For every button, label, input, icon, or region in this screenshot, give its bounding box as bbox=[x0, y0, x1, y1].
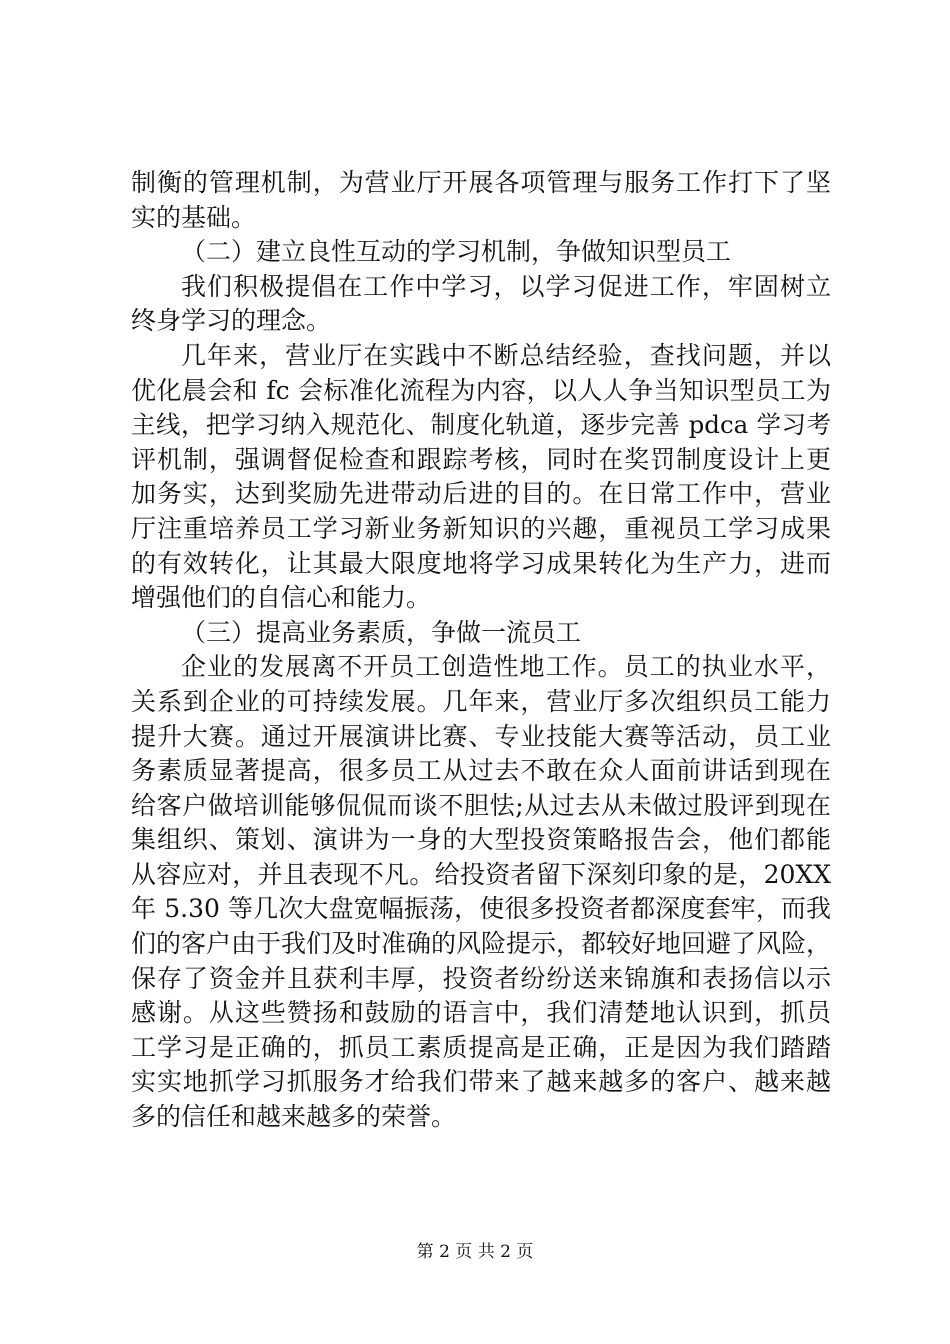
text-line: 主线，把学习纳入规范化、制度化轨道，逐步完善 pdca 学习考 bbox=[131, 410, 831, 440]
text-line: 我们积极提倡在工作中学习，以学习促进工作，牢固树立 bbox=[181, 271, 831, 301]
text-line: 企业的发展离不开员工创造性地工作。员工的执业水平， bbox=[181, 652, 831, 682]
text-line: 实的基础。 bbox=[131, 202, 257, 232]
text-line: 们的客户由于我们及时准确的风险提示，都较好地回避了风险， bbox=[131, 929, 832, 959]
text-line: 多的信任和越来越多的荣誉。 bbox=[131, 1102, 457, 1132]
text-line: 工学习是正确的，抓员工素质提高是正确，正是因为我们踏踏 bbox=[131, 1032, 831, 1062]
text-line: 保存了资金并且获利丰厚，投资者纷纷送来锦旗和表扬信以示 bbox=[131, 963, 831, 993]
text-line: 年 5.30 等几次大盘宽幅振荡，使很多投资者都深度套牢，而我 bbox=[131, 894, 831, 924]
section-heading: （三）提高业务素质，争做一流员工 bbox=[181, 617, 582, 647]
section-heading: （二）建立良性互动的学习机制，争做知识型员工 bbox=[181, 237, 732, 267]
text-line: 从容应对，并且表现不凡。给投资者留下深刻印象的是，20XX bbox=[131, 859, 831, 889]
document-body bbox=[131, 166, 831, 1135]
text-line: 给客户做培训能够侃侃而谈不胆怯;从过去从未做过股评到现在 bbox=[131, 790, 831, 820]
text-line: 制衡的管理机制，为营业厅开展各项管理与服务工作打下了坚 bbox=[131, 168, 831, 197]
text-line: 厅注重培养员工学习新业务新知识的兴趣，重视员工学习成果 bbox=[131, 513, 831, 543]
text-line: 务素质显著提高，很多员工从过去不敢在众人面前讲话到现在 bbox=[131, 756, 831, 786]
text-line: 终身学习的理念。 bbox=[131, 306, 332, 336]
text-line: 提升大赛。通过开展演讲比赛、专业技能大赛等活动，员工业 bbox=[131, 721, 831, 751]
text-line: 加务实，达到奖励先进带动后进的目的。在日常工作中，营业 bbox=[131, 479, 831, 509]
page-footer: 第 2 页 共 2 页 bbox=[416, 1242, 534, 1262]
text-line: 评机制，强调督促检查和跟踪考核，同时在奖罚制度设计上更 bbox=[131, 444, 831, 474]
text-line: 的有效转化，让其最大限度地将学习成果转化为生产力，进而 bbox=[131, 548, 831, 578]
text-line: 感谢。从这些赞扬和鼓励的语言中，我们清楚地认识到，抓员 bbox=[131, 998, 831, 1028]
text-line: 关系到企业的可持续发展。几年来，营业厅多次组织员工能力 bbox=[131, 686, 831, 716]
text-line: 增强他们的自信心和能力。 bbox=[131, 583, 432, 613]
text-line: 集组织、策划、演讲为一身的大型投资策略报告会，他们都能 bbox=[131, 825, 831, 855]
text-line: 实实地抓学习抓服务才给我们带来了越来越多的客户、越来越 bbox=[131, 1067, 831, 1097]
text-line: 几年来，营业厅在实践中不断总结经验，查找问题，并以 bbox=[181, 340, 831, 370]
text-line: 优化晨会和 fc 会标准化流程为内容，以人人争当知识型员工为 bbox=[131, 375, 831, 405]
